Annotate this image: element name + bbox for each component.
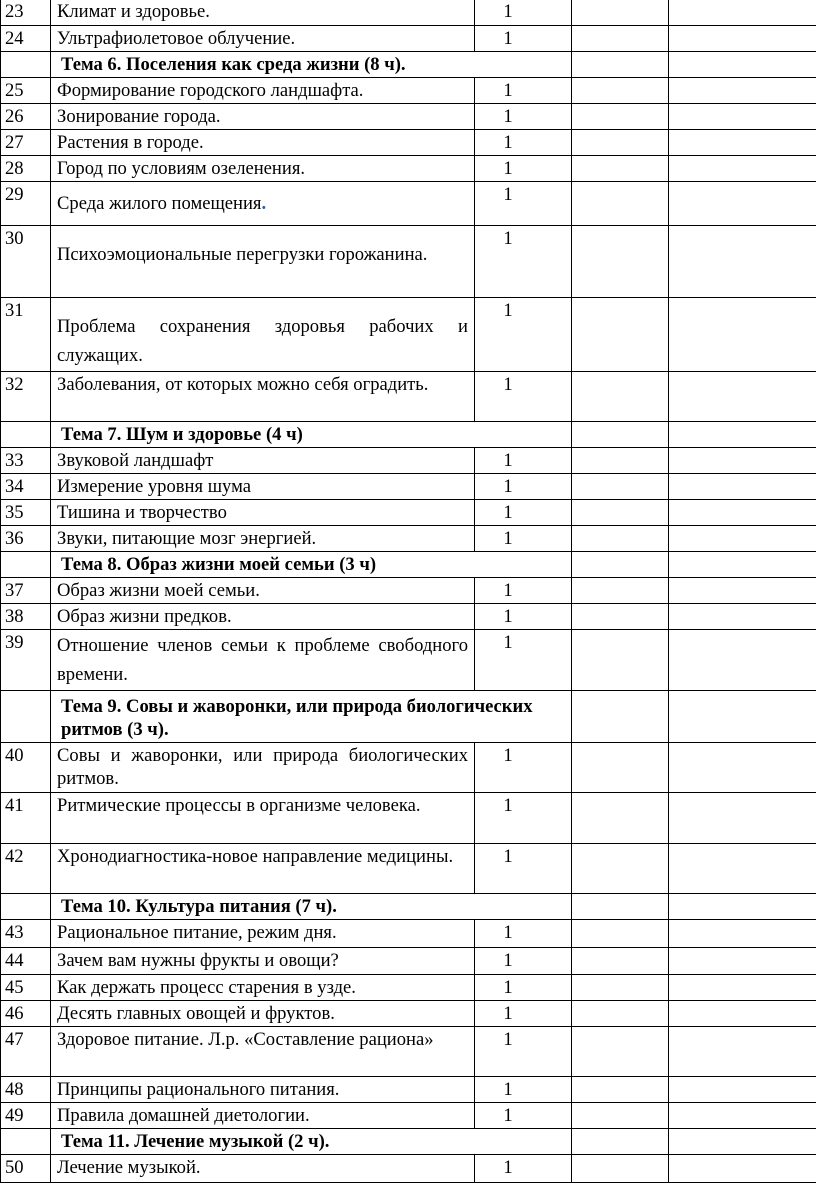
lesson-hours: 1 (475, 1001, 572, 1027)
empty-cell (669, 578, 816, 604)
row-number: 39 (1, 630, 51, 691)
lesson-title: Рациональное питание, режим дня. (51, 920, 475, 948)
empty-cell (669, 26, 816, 52)
empty-cell (572, 1155, 669, 1183)
empty-cell (572, 422, 669, 448)
lesson-title: Отношение членов семьи к проблеме свободного времени. (51, 630, 475, 691)
lesson-hours: 1 (475, 920, 572, 948)
table-row (1, 448, 816, 474)
lesson-hours: 1 (475, 0, 572, 26)
empty-cell (572, 920, 669, 948)
empty-cell (669, 500, 816, 526)
empty-cell (572, 526, 669, 552)
empty-cell (1, 52, 51, 78)
empty-cell (669, 52, 816, 78)
lesson-hours: 1 (475, 298, 572, 372)
lesson-hours: 1 (475, 104, 572, 130)
lesson-hours: 1 (475, 526, 572, 552)
lesson-title: Климат и здоровье. (51, 0, 475, 26)
lesson-hours: 1 (475, 604, 572, 630)
row-number: 42 (1, 844, 51, 894)
lesson-hours: 1 (475, 156, 572, 182)
row-number: 27 (1, 130, 51, 156)
lesson-title: Десять главных овощей и фруктов. (51, 1001, 475, 1027)
topic-heading: Тема 8. Образ жизни моей семьи (3 ч) (51, 552, 572, 578)
row-number: 43 (1, 920, 51, 948)
empty-cell (669, 1027, 816, 1077)
lesson-hours: 1 (475, 226, 572, 298)
empty-cell (572, 1001, 669, 1027)
row-number: 26 (1, 104, 51, 130)
lesson-title: Город по условиям озеленения. (51, 156, 475, 182)
row-number: 50 (1, 1155, 51, 1183)
lesson-title: Звуковой ландшафт (51, 448, 475, 474)
lesson-title: Измерение уровня шума (51, 474, 475, 500)
empty-cell (1, 894, 51, 920)
empty-cell (669, 793, 816, 844)
lesson-title (51, 298, 475, 372)
row-number: 30 (1, 226, 51, 298)
empty-cell (669, 448, 816, 474)
lesson-title: Тишина и творчество (51, 500, 475, 526)
row-number: 46 (1, 1001, 51, 1027)
lesson-title (51, 182, 475, 226)
empty-cell (572, 1027, 669, 1077)
table-row (1, 182, 816, 226)
empty-cell (572, 500, 669, 526)
empty-cell (669, 182, 816, 226)
empty-cell (669, 604, 816, 630)
empty-cell (669, 130, 816, 156)
empty-cell (669, 526, 816, 552)
empty-cell (669, 1077, 816, 1103)
topic-heading: Тема 10. Культура питания (7 ч). (51, 894, 572, 920)
empty-cell (669, 691, 816, 743)
lesson-hours: 1 (475, 474, 572, 500)
lesson-hours: 1 (475, 793, 572, 844)
row-number: 37 (1, 578, 51, 604)
empty-cell (572, 894, 669, 920)
lesson-hours: 1 (475, 1103, 572, 1129)
empty-cell (572, 844, 669, 894)
lesson-hours: 1 (475, 372, 572, 422)
table-row (1, 1155, 816, 1183)
empty-cell (669, 1001, 816, 1027)
row-number: 33 (1, 448, 51, 474)
empty-cell (572, 78, 669, 104)
empty-cell (572, 52, 669, 78)
empty-cell (1, 1129, 51, 1155)
row-number: 47 (1, 1027, 51, 1077)
row-number: 49 (1, 1103, 51, 1129)
lesson-hours: 1 (475, 975, 572, 1001)
lesson-title: Растения в городе. (51, 130, 475, 156)
lesson-hours: 1 (475, 130, 572, 156)
row-number: 23 (1, 0, 51, 26)
table-row (1, 1001, 816, 1027)
topic-row (1, 691, 816, 743)
empty-cell (669, 630, 816, 691)
empty-cell (669, 1129, 816, 1155)
table-row (1, 1027, 816, 1077)
empty-cell (572, 691, 669, 743)
empty-cell (669, 474, 816, 500)
empty-cell (669, 422, 816, 448)
empty-cell (669, 372, 816, 422)
empty-cell (669, 920, 816, 948)
table-row (1, 372, 816, 422)
topic-row (1, 422, 816, 448)
lesson-hours: 1 (475, 500, 572, 526)
empty-cell (1, 422, 51, 448)
lesson-title: Ультрафиолетовое облучение. (51, 26, 475, 52)
table-row (1, 474, 816, 500)
table-row (1, 526, 816, 552)
empty-cell (572, 552, 669, 578)
empty-cell (669, 844, 816, 894)
empty-cell (572, 604, 669, 630)
table-row (1, 793, 816, 844)
lesson-hours: 1 (475, 844, 572, 894)
row-number: 24 (1, 26, 51, 52)
lesson-title: Формирование городского ландшафта. (51, 78, 475, 104)
lesson-title: Образ жизни предков. (51, 604, 475, 630)
lesson-title: Зонирование города. (51, 104, 475, 130)
lesson-title: Лечение музыкой. (51, 1155, 475, 1183)
empty-cell (669, 894, 816, 920)
row-number: 34 (1, 474, 51, 500)
row-number: 40 (1, 743, 51, 793)
table-row (1, 948, 816, 975)
table-row (1, 156, 816, 182)
row-number: 41 (1, 793, 51, 844)
lesson-hours: 1 (475, 78, 572, 104)
row-number: 28 (1, 156, 51, 182)
topic-row (1, 894, 816, 920)
lesson-hours: 1 (475, 182, 572, 226)
lesson-hours: 1 (475, 630, 572, 691)
table-row (1, 630, 816, 691)
lesson-title: Здоровое питание. Л.р. «Составление рациона» (51, 1027, 475, 1077)
lesson-title: Совы и жаворонки, или природа биологических ритмов. (51, 743, 475, 793)
empty-cell (572, 448, 669, 474)
table-row (1, 1077, 816, 1103)
empty-cell (669, 1155, 816, 1183)
empty-cell (572, 474, 669, 500)
table-row (1, 844, 816, 894)
empty-cell (669, 1103, 816, 1129)
table-row (1, 743, 816, 793)
table-row (1, 604, 816, 630)
topic-row (1, 552, 816, 578)
lesson-title-text: Психоэмоциональные перегрузки горожанина. (57, 244, 428, 265)
lesson-hours: 1 (475, 1155, 572, 1183)
empty-cell (572, 1077, 669, 1103)
lesson-title (51, 226, 475, 298)
table-row (1, 975, 816, 1001)
title-period: . (261, 193, 267, 214)
empty-cell (669, 104, 816, 130)
table-row (1, 78, 816, 104)
topic-heading: Тема 7. Шум и здоровье (4 ч) (51, 422, 572, 448)
row-number: 38 (1, 604, 51, 630)
table-row (1, 578, 816, 604)
empty-cell (572, 948, 669, 975)
empty-cell (1, 691, 51, 743)
topic-heading: Тема 9. Совы и жаворонки, или природа биологических ритмов (3 ч). (51, 691, 572, 743)
empty-cell (572, 372, 669, 422)
lesson-hours: 1 (475, 448, 572, 474)
table-row (1, 1103, 816, 1129)
empty-cell (572, 630, 669, 691)
table-row (1, 500, 816, 526)
empty-cell (572, 156, 669, 182)
row-number: 25 (1, 78, 51, 104)
empty-cell (572, 0, 669, 26)
empty-cell (572, 578, 669, 604)
lesson-title: Хронодиагностика-новое направление медицины. (51, 844, 475, 894)
empty-cell (572, 1129, 669, 1155)
empty-cell (572, 104, 669, 130)
table-row (1, 226, 816, 298)
empty-cell (669, 743, 816, 793)
row-number: 44 (1, 948, 51, 975)
empty-cell (572, 793, 669, 844)
topic-row (1, 1129, 816, 1155)
table-row (1, 104, 816, 130)
lesson-hours: 1 (475, 743, 572, 793)
empty-cell (669, 298, 816, 372)
lesson-title-text: Среда жилого помещения (57, 193, 262, 214)
row-number: 29 (1, 182, 51, 226)
table-row (1, 298, 816, 372)
row-number: 31 (1, 298, 51, 372)
row-number: 35 (1, 500, 51, 526)
topic-row (1, 52, 816, 78)
lesson-hours: 1 (475, 1027, 572, 1077)
lesson-title: Как держать процесс старения в узде. (51, 975, 475, 1001)
table-row (1, 130, 816, 156)
empty-cell (572, 1103, 669, 1129)
empty-cell (572, 743, 669, 793)
lesson-title: Образ жизни моей семьи. (51, 578, 475, 604)
table-row (1, 920, 816, 948)
empty-cell (669, 226, 816, 298)
row-number: 48 (1, 1077, 51, 1103)
empty-cell (669, 156, 816, 182)
lesson-title: Ритмические процессы в организме человека. (51, 793, 475, 844)
lesson-title: Заболевания, от которых можно себя оградить. (51, 372, 475, 422)
lesson-title: Звуки, питающие мозг энергией. (51, 526, 475, 552)
empty-cell (669, 78, 816, 104)
lesson-hours: 1 (475, 26, 572, 52)
empty-cell (669, 552, 816, 578)
row-number: 32 (1, 372, 51, 422)
empty-cell (669, 0, 816, 26)
table-row (1, 26, 816, 52)
empty-cell (572, 130, 669, 156)
empty-cell (572, 298, 669, 372)
empty-cell (572, 975, 669, 1001)
table-row (1, 0, 816, 26)
lesson-title: Правила домашней диетологии. (51, 1103, 475, 1129)
empty-cell (1, 552, 51, 578)
topic-heading: Тема 11. Лечение музыкой (2 ч). (51, 1129, 572, 1155)
lesson-title-text: Проблема сохранения здоровья рабочих и служащих. (57, 316, 468, 366)
empty-cell (572, 182, 669, 226)
empty-cell (669, 975, 816, 1001)
lesson-title: Принципы рационального питания. (51, 1077, 475, 1103)
lesson-hours: 1 (475, 578, 572, 604)
topic-heading: Тема 6. Поселения как среда жизни (8 ч). (51, 52, 572, 78)
lesson-hours: 1 (475, 1077, 572, 1103)
row-number: 36 (1, 526, 51, 552)
empty-cell (572, 226, 669, 298)
empty-cell (572, 26, 669, 52)
lesson-title: Зачем вам нужны фрукты и овощи? (51, 948, 475, 975)
lesson-hours: 1 (475, 948, 572, 975)
empty-cell (669, 948, 816, 975)
row-number: 45 (1, 975, 51, 1001)
